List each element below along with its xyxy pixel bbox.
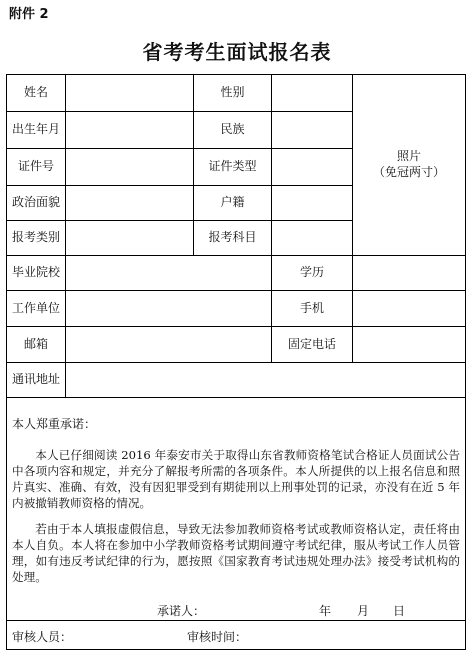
pledge-opening: 本人郑重承诺： — [12, 417, 97, 431]
day-label: 日 — [393, 604, 406, 618]
id-type-value[interactable] — [272, 149, 352, 185]
id-number-value[interactable] — [66, 149, 193, 185]
label-address: 通讯地址 — [11, 372, 60, 387]
pledge-paragraph-1: 本人已仔细阅读 2016 年泰安市关于取得山东省教师资格笔试合格证人员面试公告中各项内容和规定，并充分了解报考所需的各项条件。本人所提供的以上报名信息和照片真实、准确、有效，没有因犯罪受到有期徒刑以上刑事处罚的记录，亦没有在近 5 年内被撤销教师资格的情况。 — [12, 448, 460, 510]
signer-label: 承诺人： — [157, 604, 206, 618]
label-mobile: 手机 — [299, 300, 324, 315]
ethnicity-value[interactable] — [272, 112, 352, 148]
address-value[interactable] — [66, 363, 465, 397]
year-label: 年 — [319, 604, 332, 618]
page-title: 省考考生面试报名表 — [142, 40, 332, 64]
reviewer-label: 审核人员： — [12, 630, 73, 644]
label-gender: 性别 — [220, 85, 245, 100]
review-time-label: 审核时间： — [187, 630, 248, 644]
attachment-label: 附件 2 — [9, 7, 49, 22]
exam-subject-value[interactable] — [272, 221, 352, 255]
label-work-unit: 工作单位 — [11, 300, 60, 315]
month-label: 月 — [357, 604, 370, 618]
label-school: 毕业院校 — [11, 265, 60, 280]
school-value[interactable] — [66, 256, 271, 290]
education-value[interactable] — [353, 256, 465, 290]
label-id-type: 证件类型 — [208, 159, 257, 174]
label-email: 邮箱 — [23, 336, 48, 351]
landline-value[interactable] — [353, 327, 465, 362]
label-landline: 固定电话 — [287, 336, 336, 351]
pledge-paragraph-2: 若由于本人填报虚假信息，导致无法参加教师资格考试或教师资格认定，责任将由本人自负。本人将在参加中小学教师资格考试期间遵守考试纪律，服从考试工作人员管理，如有违反考试纪律的行为，愿按照《国家教育考试违规处理办法》接受考试机构的处理。 — [12, 522, 460, 584]
label-exam-category: 报考类别 — [11, 230, 60, 245]
name-value[interactable] — [66, 75, 193, 111]
hukou-value[interactable] — [272, 186, 352, 220]
email-value[interactable] — [66, 327, 271, 362]
label-id-number: 证件号 — [17, 159, 54, 174]
label-name: 姓名 — [23, 85, 48, 100]
label-education: 学历 — [299, 265, 324, 280]
gender-value[interactable] — [272, 75, 352, 111]
label-exam-subject: 报考科目 — [208, 230, 257, 245]
photo-box[interactable] — [353, 75, 465, 255]
photo-label: 照片 — [396, 149, 421, 164]
photo-note: （免冠两寸） — [372, 165, 445, 179]
label-hukou: 户籍 — [220, 195, 245, 210]
mobile-value[interactable] — [353, 291, 465, 326]
work-unit-value[interactable] — [66, 291, 271, 326]
political-status-value[interactable] — [66, 186, 193, 220]
label-ethnicity: 民族 — [220, 122, 245, 137]
registration-form — [6, 74, 466, 650]
exam-category-value[interactable] — [66, 221, 193, 255]
birth-value[interactable] — [66, 112, 193, 148]
label-political-status: 政治面貌 — [11, 195, 60, 210]
label-birth: 出生年月 — [11, 122, 60, 137]
